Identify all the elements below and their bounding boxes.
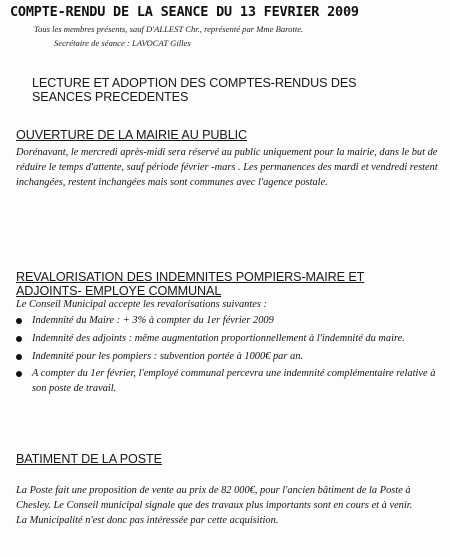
list-item bbox=[16, 367, 442, 397]
document-title: COMPTE-RENDU DE LA SEANCE DU 13 FEVRIER 2009 bbox=[10, 4, 359, 20]
revalorisation-list bbox=[16, 314, 442, 400]
section-heading-revalorisation-line1: REVALORISATION DES INDEMNITES POMPIERS-MAIRE ET bbox=[16, 270, 365, 284]
section-intro-revalorisation: Le Conseil Municipal accepte les revalorisations suivantes : bbox=[16, 299, 267, 310]
section-text-batiment-2: La Municipalité n'est donc pas intéressée par cette acquisition. bbox=[16, 514, 279, 526]
section-text-batiment bbox=[16, 484, 444, 528]
section-text-batiment-1: La Poste fait une proposition de vente au prix de 82 000€, pour l'ancien bâtiment de la Poste à Chesley. Le Conseil municipal signale que des travaux plus importants sont en cours et à venir. bbox=[16, 485, 413, 511]
section-heading-ouverture-text: OUVERTURE DE LA MAIRIE AU PUBLIC bbox=[16, 128, 248, 142]
bullet-icon bbox=[16, 336, 22, 342]
list-item-text: Indemnité pour les pompiers : subvention portée à 1000€ par an. bbox=[32, 350, 303, 362]
section-text-ouverture: Dorénavant, le mercredi après-midi sera réservé au public uniquement pour la mairie, dans le but de réduire le temps d'attente, sauf période février -mars . Les permanences des mardi et vendredi restent inchangées, restent inchangées mais sont communes avec l'agence postale. bbox=[16, 147, 438, 188]
bullet-icon bbox=[16, 371, 22, 377]
section-heading-revalorisation-line2: ADJOINTS- EMPLOYE COMMUNAL bbox=[16, 284, 222, 298]
secretary-note: Secrétaire de séance : LAVOCAT Gilles bbox=[54, 38, 191, 48]
list-item-text: Indemnité des adjoints : même augmentation proportionnellement à l'indemnité du maire. bbox=[32, 332, 405, 344]
section-heading-revalorisation bbox=[16, 270, 364, 298]
list-item bbox=[16, 350, 442, 365]
section-heading-lecture-line2: SEANCES PRECEDENTES bbox=[32, 90, 189, 104]
section-heading-lecture-line1: LECTURE ET ADOPTION DES COMPTES-RENDUS DES bbox=[32, 76, 357, 90]
attendance-note: Tous les membres présents, sauf D'ALLEST Chr., représenté par Mme Barotte. bbox=[34, 24, 304, 34]
list-item bbox=[16, 314, 442, 329]
list-item bbox=[16, 332, 442, 347]
list-item-text: Indemnité du Maire : + 3% à compter du 1er février 2009 bbox=[32, 315, 274, 326]
bullet-icon bbox=[16, 354, 22, 360]
section-heading-batiment bbox=[16, 452, 162, 466]
section-heading-batiment-text: BATIMENT DE LA POSTE bbox=[16, 452, 162, 466]
section-heading-ouverture bbox=[16, 128, 247, 142]
bullet-icon bbox=[16, 318, 22, 324]
section-heading-lecture bbox=[32, 76, 356, 104]
list-item-text: A compter du 1er février, l'employé communal percevra une indemnité complémentaire relative à son poste de travail. bbox=[32, 368, 436, 395]
